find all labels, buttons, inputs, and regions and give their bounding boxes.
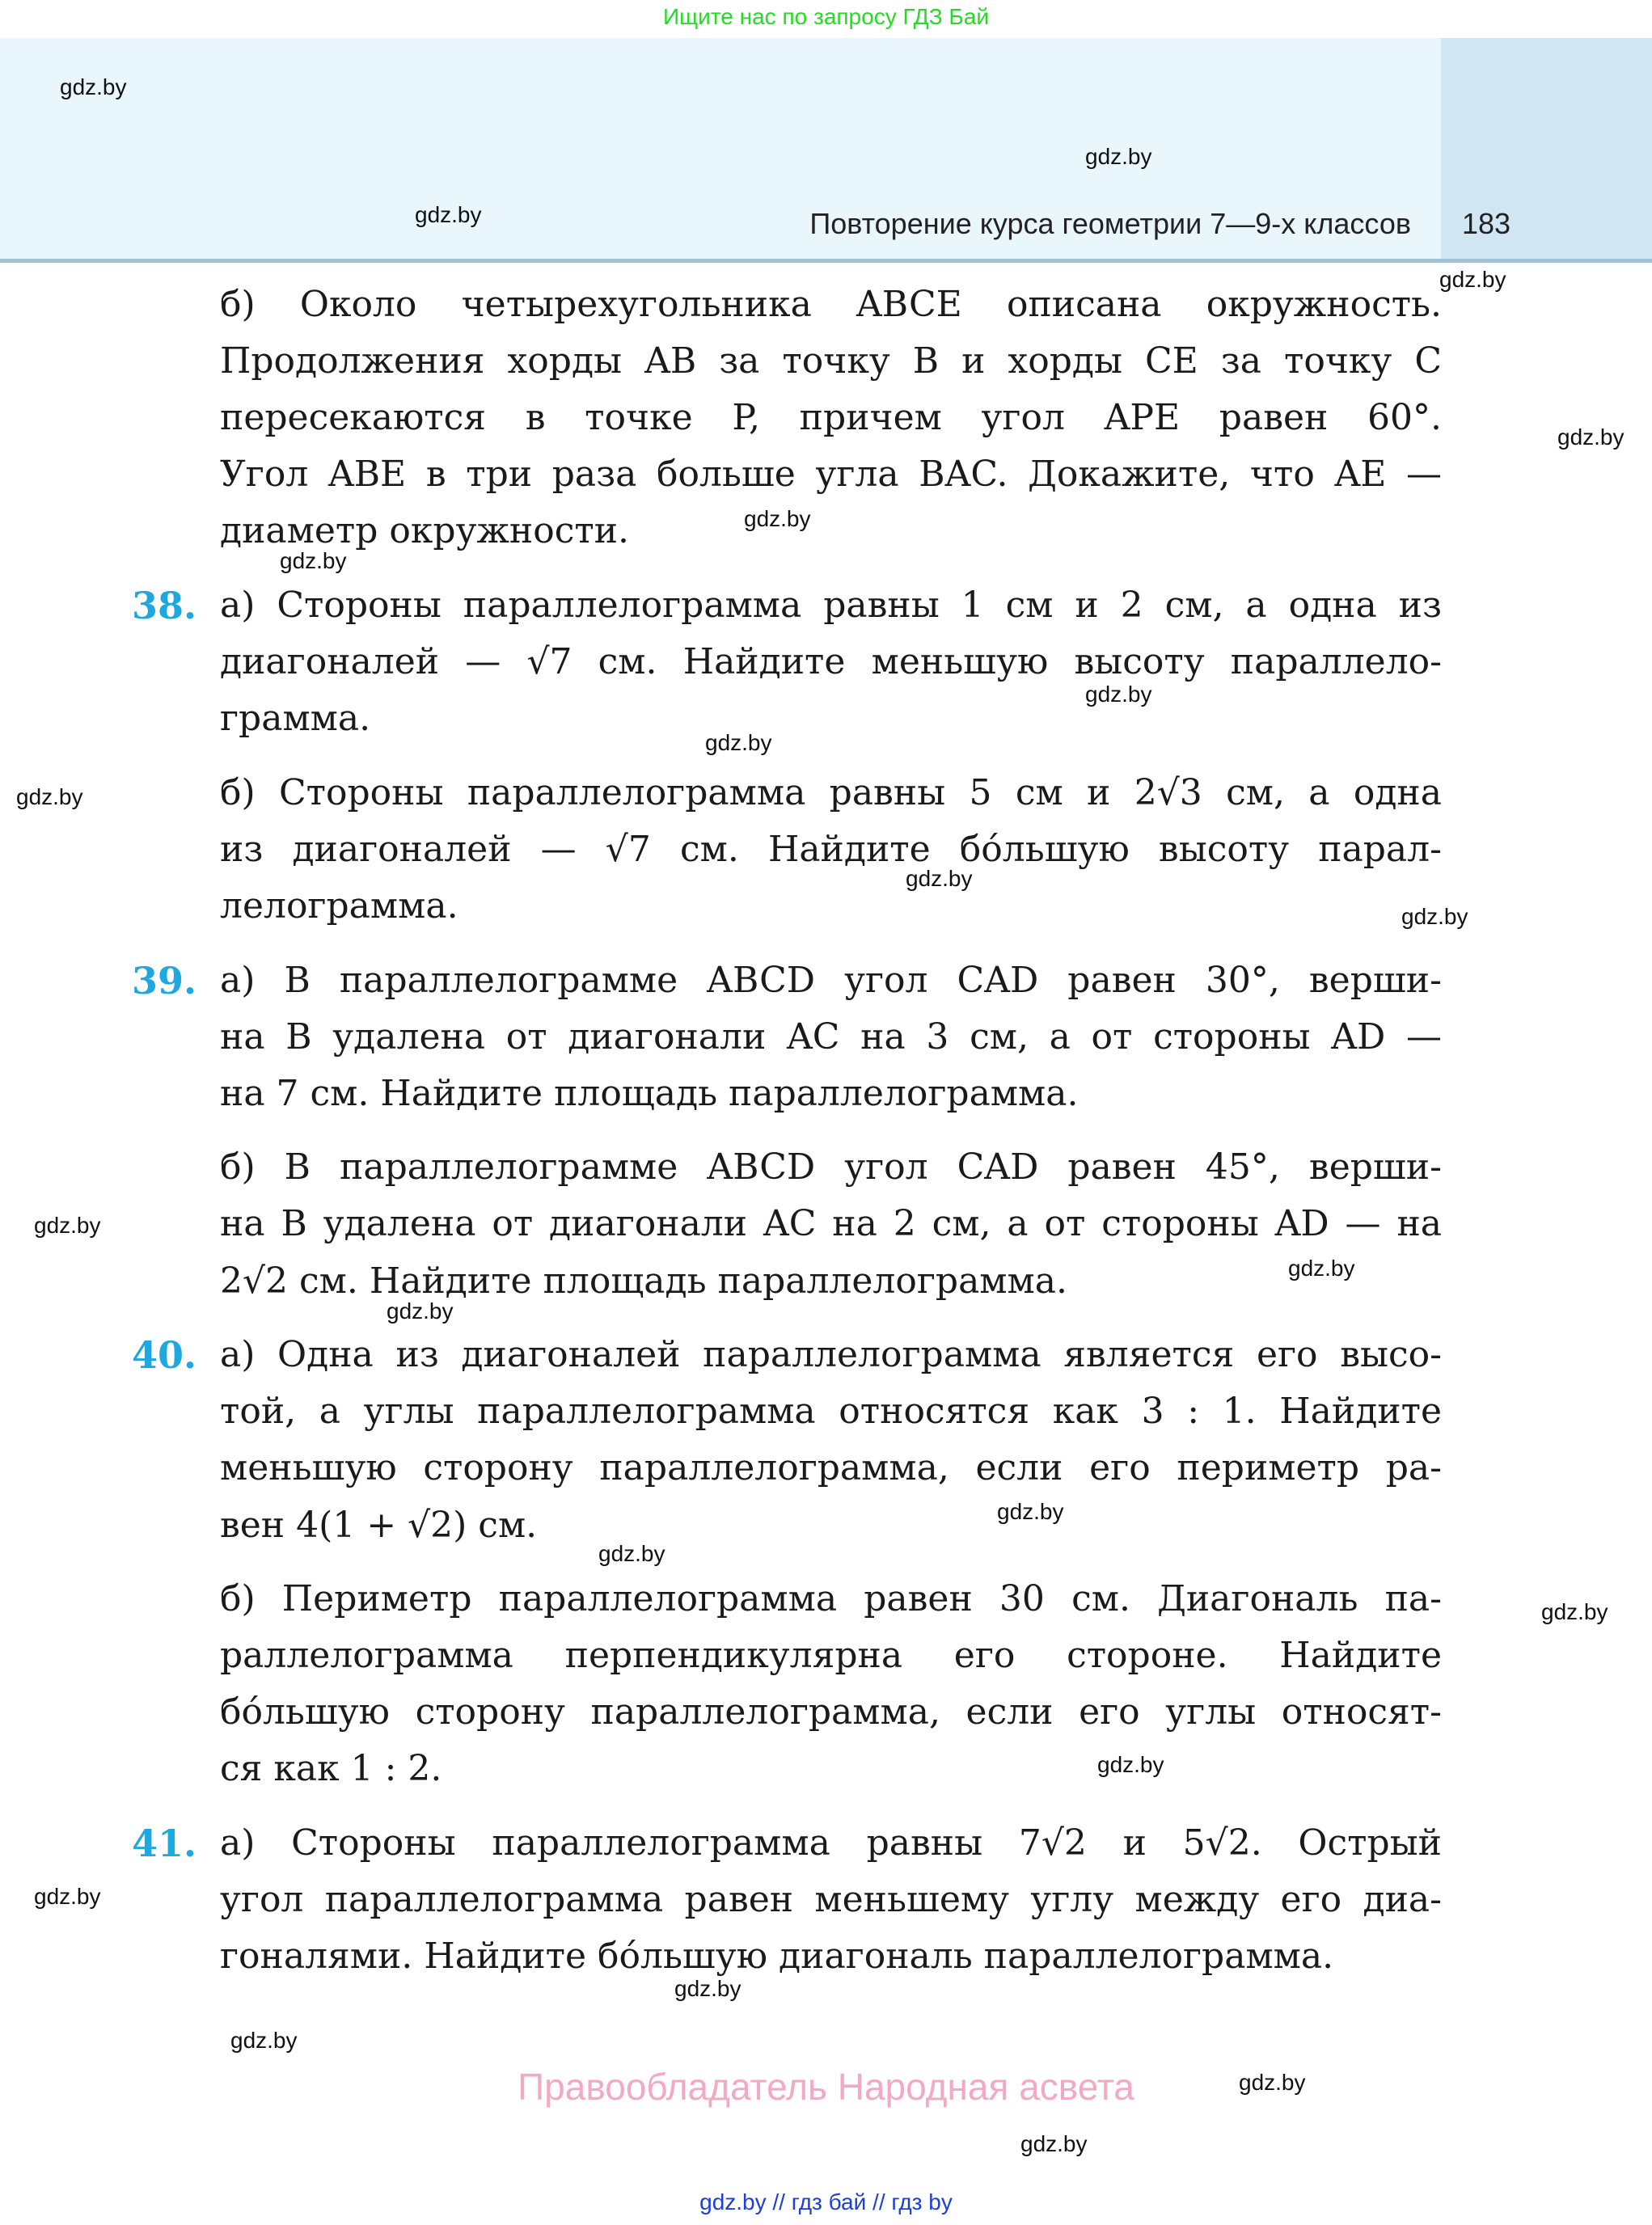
text-line: б) Около четырехугольника ABCE описана окружность.: [220, 284, 1442, 325]
text-line: диаметр окружности.: [220, 510, 630, 551]
watermark: gdz.by: [34, 1213, 101, 1238]
watermark: gdz.by: [415, 202, 482, 227]
watermark: gdz.by: [1401, 904, 1468, 929]
search-banner: Ищите нас по запросу ГДЗ Бай: [662, 4, 990, 29]
text-line: на 7 см. Найдите площадь параллелограмма.: [220, 1073, 1079, 1114]
watermark: gdz.by: [230, 2028, 298, 2053]
running-title: Повторение курса геометрии 7—9-х классов: [809, 207, 1411, 240]
watermark: gdz.by: [997, 1499, 1064, 1524]
watermark: gdz.by: [1239, 2070, 1306, 2095]
watermark: gdz.by: [598, 1541, 665, 1566]
text-line: меньшую сторону параллелограмма, если его периметр ра-: [220, 1447, 1442, 1488]
watermark: gdz.by: [1085, 144, 1152, 169]
watermark: gdz.by: [906, 866, 973, 891]
text-line: а) Стороны параллелограмма равны 7√2 и 5√2. Острый: [220, 1822, 1442, 1864]
text-line: вен 4(1 + √2) см.: [220, 1505, 538, 1546]
text-line: диагоналей — √7 см. Найдите меньшую высоту параллело-: [220, 641, 1442, 682]
text-line: б) Периметр параллелограмма равен 30 см. Диагональ па-: [220, 1578, 1442, 1619]
text-line: угол параллелограмма равен меньшему углу между его диа-: [220, 1879, 1442, 1920]
watermark: gdz.by: [1097, 1752, 1164, 1777]
text-line: той, а углы параллелограмма относятся как 3 : 1. Найдите: [220, 1391, 1442, 1432]
watermark: gdz.by: [744, 506, 811, 531]
text-line: раллелограмма перпендикулярна его стороне. Найдите: [220, 1635, 1442, 1676]
footer-links[interactable]: gdz.by // гдз бай // гдз by: [699, 2189, 953, 2214]
problem-number-39: 39.: [132, 959, 197, 1003]
text-line: лелограмма.: [220, 885, 458, 927]
problem-number-40: 40.: [132, 1333, 197, 1377]
watermark: gdz.by: [387, 1298, 454, 1324]
text-line: пересекаются в точке P, причем угол APE равен 60°.: [220, 397, 1442, 438]
text-line: б) В параллелограмме ABCD угол CAD равен 45°, верши-: [220, 1146, 1442, 1188]
watermark: gdz.by: [280, 548, 347, 573]
watermark: gdz.by: [1439, 267, 1506, 292]
watermark: gdz.by: [674, 1976, 741, 2001]
watermark: gdz.by: [1557, 424, 1625, 450]
watermark: gdz.by: [60, 74, 127, 99]
text-line: 2√2 см. Найдите площадь параллелограмма.: [220, 1260, 1067, 1302]
text-line: на B удалена от диагонали AC на 2 см, а от стороны AD — на: [220, 1203, 1442, 1244]
text-line: а) Одна из диагоналей параллелограмма является его высо-: [220, 1334, 1442, 1375]
text-line: из диагоналей — √7 см. Найдите бо́льшую высоту парал-: [220, 829, 1442, 870]
watermark: gdz.by: [1020, 2131, 1088, 2156]
watermark: gdz.by: [1085, 682, 1152, 707]
header-divider: [0, 259, 1652, 263]
problem-number-41: 41.: [132, 1822, 197, 1865]
text-line: а) Стороны параллелограмма равны 1 см и 2 см, а одна из: [220, 585, 1442, 626]
watermark: gdz.by: [16, 784, 83, 809]
problem-number-38: 38.: [132, 584, 197, 627]
copyright-notice: Правообладатель Народная асвета: [518, 2066, 1134, 2108]
text-line: грамма.: [220, 698, 371, 739]
watermark: gdz.by: [1288, 1256, 1355, 1281]
text-line: Угол ABE в три раза больше угла BAC. Докажите, что AE —: [220, 454, 1442, 495]
text-line: а) В параллелограмме ABCD угол CAD равен 30°, верши-: [220, 960, 1442, 1001]
text-line: ся как 1 : 2.: [220, 1748, 442, 1789]
text-line: б) Стороны параллелограмма равны 5 см и 2√3 см, а одна: [220, 772, 1442, 813]
text-line: гоналями. Найдите бо́льшую диагональ параллелограмма.: [220, 1936, 1334, 1977]
page-number: 183: [1462, 207, 1511, 240]
text-line: бо́льшую сторону параллелограмма, если его углы относят-: [220, 1691, 1442, 1733]
text-line: Продолжения хорды AB за точку B и хорды CE за точку C: [220, 340, 1442, 382]
watermark: gdz.by: [34, 1884, 101, 1909]
watermark: gdz.by: [1541, 1599, 1608, 1624]
text-line: на B удалена от диагонали AC на 3 см, а от стороны AD —: [220, 1016, 1442, 1058]
watermark: gdz.by: [705, 730, 772, 755]
